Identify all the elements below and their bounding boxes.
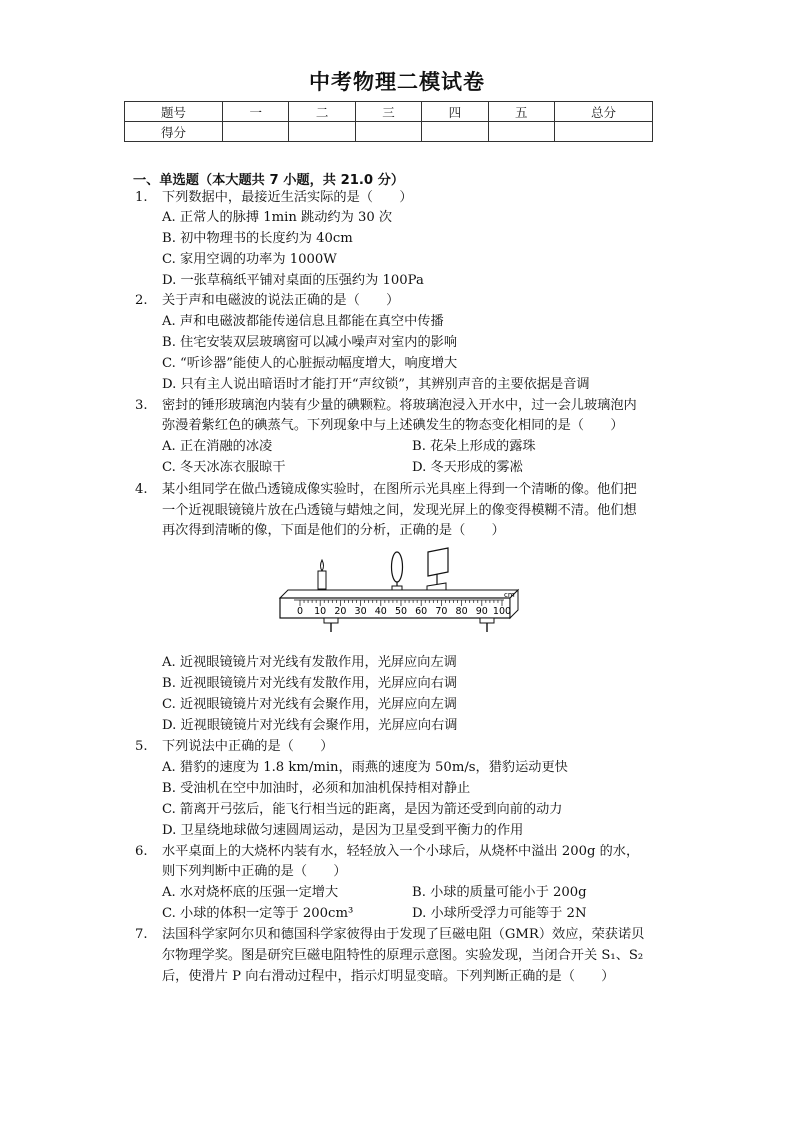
option-a: A. 近视眼镜镜片对光线有发散作用，光屏应向左调 — [162, 655, 457, 670]
option-a: A. 正常人的脉搏 1min 跳动约为 30 次 — [162, 210, 393, 225]
ruler-tick-label: 70 — [435, 606, 448, 617]
option-d: D. 一张草稿纸平铺对桌面的压强约为 100Pa — [162, 273, 424, 288]
question-stem: 下列数据中，最接近生活实际的是（ ） — [162, 190, 413, 205]
ruler-tick-label: 90 — [475, 606, 488, 617]
score-cell — [488, 122, 554, 142]
question-stem: 后，使滑片 P 向右滑动过程中，指示灯明显变暗。下列判断正确的是（ ） — [162, 969, 615, 984]
question-stem: 密封的锤形玻璃泡内装有少量的碘颗粒。将玻璃泡浸入开水中，过一会儿玻璃泡内 — [162, 398, 637, 413]
option-a: A. 猎豹的速度为 1.8 km/min，雨燕的速度为 50m/s，猎豹运动更快 — [162, 760, 568, 775]
question-number: 1. — [135, 190, 148, 205]
convex-lens-icon — [392, 552, 403, 593]
question-stem: 弥漫着紫红色的碘蒸气。下列现象中与上述碘发生的物态变化相同的是（ ） — [162, 418, 624, 433]
ruler-tick-label: 0 — [296, 606, 304, 617]
option-b: B. 住宅安装双层玻璃窗可以减小噪声对室内的影响 — [162, 335, 458, 350]
question-stem: 某小组同学在做凸透镜成像实验时，在图所示光具座上得到一个清晰的像。他们把 — [162, 482, 637, 497]
question-stem: 再次得到清晰的像，下面是他们的分析，正确的是（ ） — [162, 523, 505, 538]
option-a: A. 正在消融的冰凌 — [162, 439, 273, 454]
option-b: B. 小球的质量可能小于 200g — [412, 885, 587, 900]
score-table — [124, 101, 653, 142]
ruler-tick-label: 40 — [374, 606, 387, 617]
score-cell — [555, 122, 653, 142]
question-stem: 尔物理学奖。图是研究巨磁电阻特性的原理示意图。实验发现，当闭合开关 S₁、S₂ — [162, 948, 644, 963]
option-c: C. 冬天冰冻衣服晾干 — [162, 460, 286, 475]
candle-icon — [318, 560, 326, 594]
question-number: 5. — [135, 739, 148, 754]
option-b: B. 初中物理书的长度约为 40cm — [162, 231, 353, 246]
option-c: C. 箭离开弓弦后，能飞行相当远的距离，是因为箭还受到向前的动力 — [162, 802, 563, 817]
option-d: D. 卫星绕地球做匀速圆周运动，是因为卫星受到平衡力的作用 — [162, 823, 524, 838]
score-cell — [289, 122, 355, 142]
score-cell — [223, 122, 289, 142]
question-number: 3. — [135, 398, 148, 413]
score-table-score-row — [125, 122, 653, 142]
score-cell: 五 — [488, 102, 554, 122]
question-stem: 下列说法中正确的是（ ） — [162, 739, 334, 754]
question-number: 6. — [135, 844, 148, 859]
score-cell: 四 — [422, 102, 488, 122]
question-stem: 法国科学家阿尔贝和德国科学家彼得由于发现了巨磁电阻（GMR）效应，荣获诺贝 — [162, 927, 645, 942]
option-c: C. “听诊器”能使人的心脏振动幅度增大，响度增大 — [162, 356, 458, 371]
option-a: A. 水对烧杯底的压强一定增大 — [162, 885, 339, 900]
section-heading: 一、单选题（本大题共 7 小题，共 21.0 分） — [133, 173, 405, 188]
score-cell: 三 — [355, 102, 421, 122]
question-number: 4. — [135, 482, 148, 497]
score-cell — [422, 122, 488, 142]
score-cell: 得分 — [125, 122, 223, 142]
question-stem: 则下列判断中正确的是（ ） — [162, 864, 347, 879]
question-stem: 一个近视眼镜镜片放在凸透镜与蜡烛之间，发现光屏上的像变得模糊不清。他们想 — [162, 503, 637, 518]
option-d: D. 近视眼镜镜片对光线有会聚作用，光屏应向右调 — [162, 718, 458, 733]
ruler-unit-label: cm — [504, 591, 515, 599]
question-stem: 水平桌面上的大烧杯内装有水，轻轻放入一个小球后，从烧杯中溢出 200g 的水， — [162, 844, 640, 859]
question-stem: 关于声和电磁波的说法正确的是（ ） — [162, 293, 400, 308]
optical-bench-figure — [278, 546, 520, 636]
option-d: D. 小球所受浮力可能等于 2N — [412, 906, 587, 921]
page-title: 中考物理二模试卷 — [309, 70, 485, 94]
option-a: A. 声和电磁波都能传递信息且都能在真空中传播 — [162, 314, 444, 329]
ruler-tick-label: 50 — [394, 606, 408, 617]
score-cell: 题号 — [125, 102, 223, 122]
option-c: C. 小球的体积一定等于 200cm³ — [162, 906, 354, 921]
ruler-tick-label: 80 — [455, 606, 468, 617]
option-d: D. 冬天形成的雾凇 — [412, 460, 523, 475]
option-b: B. 花朵上形成的露珠 — [412, 439, 536, 454]
score-cell: 二 — [289, 102, 355, 122]
option-c: C. 近视眼镜镜片对光线有会聚作用，光屏应向左调 — [162, 697, 457, 712]
option-c: C. 家用空调的功率为 1000W — [162, 252, 337, 267]
ruler-tick-label: 60 — [415, 606, 428, 617]
question-number: 7. — [135, 927, 148, 942]
ruler-tick-label: 100 — [492, 606, 512, 617]
ruler-tick-label: 10 — [314, 606, 327, 617]
question-number: 2. — [135, 293, 148, 308]
option-b: B. 近视眼镜镜片对光线有发散作用，光屏应向右调 — [162, 676, 458, 691]
score-cell: 总分 — [555, 102, 653, 122]
option-b: B. 受油机在空中加油时，必须和加油机保持相对静止 — [162, 781, 471, 796]
ruler-tick-label: 30 — [354, 606, 367, 617]
score-cell: 一 — [223, 102, 289, 122]
score-cell — [355, 122, 421, 142]
ruler-tick-label: 20 — [334, 606, 347, 617]
score-table-header-row — [125, 102, 653, 122]
light-screen-icon — [427, 548, 448, 595]
option-d: D. 只有主人说出暗语时才能打开“声纹锁”，其辨别声音的主要依据是音调 — [162, 377, 590, 392]
